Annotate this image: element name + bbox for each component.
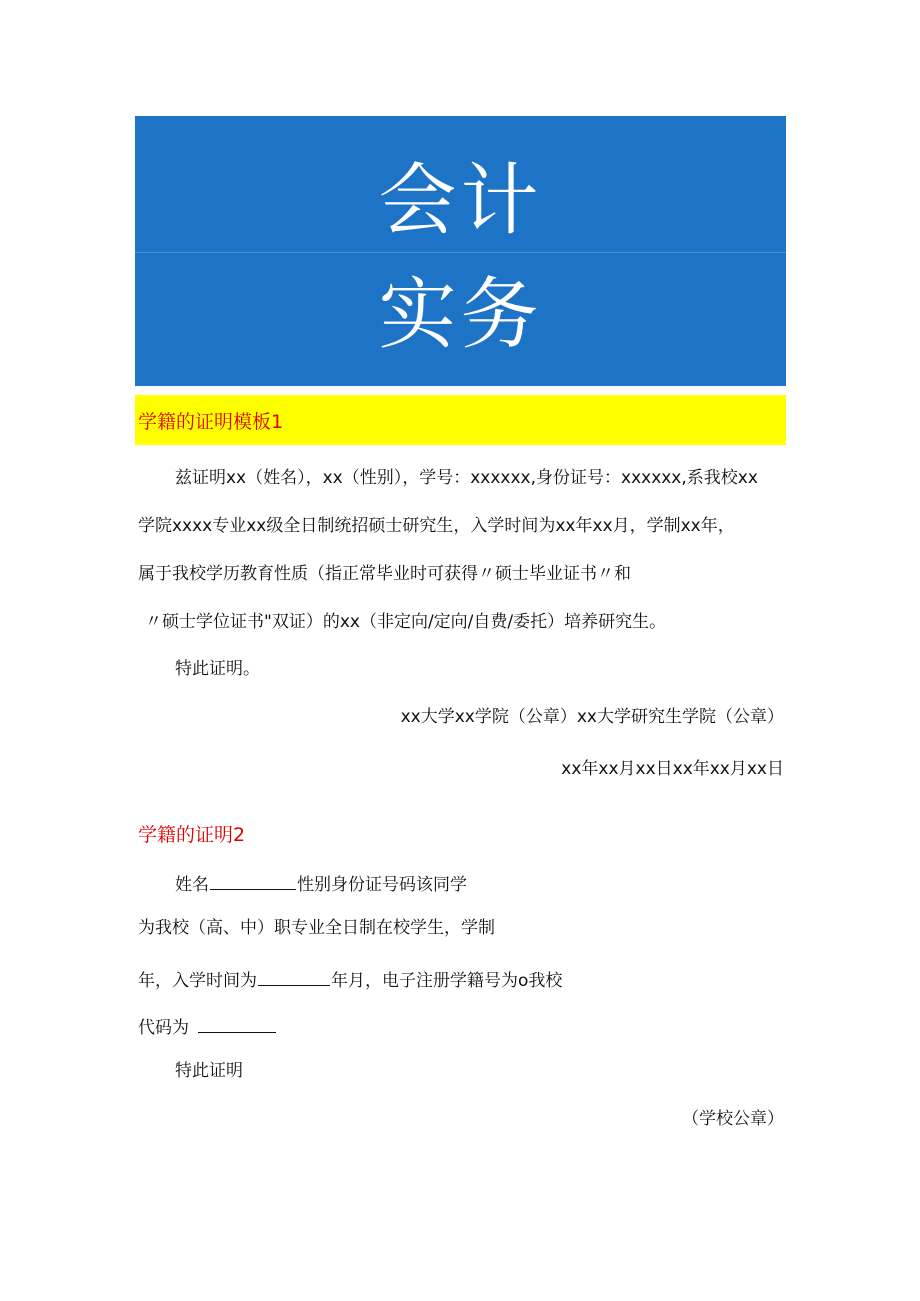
banner-title-line-1: 会计 [378, 156, 543, 246]
banner-divider [135, 252, 786, 253]
name-label: 姓名 [175, 875, 209, 895]
section-1-paragraph-line-4: 〃硕士学位证书"双证）的xx（非定向/定向/自费/委托）培养研究生。 [145, 612, 667, 632]
section-2-line-1 [175, 872, 467, 894]
gender-id-label: 性别身份证号码该同学 [297, 875, 467, 895]
name-blank [210, 872, 296, 890]
section-1-closing: 特此证明。 [175, 659, 260, 679]
section-1-date: xx年xx月xx日xx年xx月xx日 [561, 759, 784, 779]
banner-title-line-2: 实务 [378, 270, 543, 360]
section-1-paragraph-line-1: 兹证明xx（姓名），xx（性别），学号：xxxxxx,身份证号：xxxxxx,系我校xx [175, 468, 758, 488]
section-2-title: 学籍的证明2 [138, 824, 246, 846]
section-2-line-4 [138, 1015, 277, 1037]
section-1-paragraph-line-2: 学院xxxx专业xx级全日制统招硕士研究生，入学时间为xx年xx月，学制xx年， [138, 516, 735, 536]
section-2-closing: 特此证明 [175, 1061, 243, 1081]
section-2-line-2: 为我校（高、中）职专业全日制在校学生，学制 [138, 918, 495, 938]
code-blank [198, 1015, 276, 1033]
section-2-line-3 [138, 968, 562, 990]
registration-label: 年月，电子注册学籍号为o我校 [331, 971, 563, 991]
section-1-signature: xx大学xx学院（公章）xx大学研究生学院（公章） [400, 707, 784, 727]
section-2-seal: （学校公章） [682, 1109, 784, 1129]
enroll-label: 年，入学时间为 [138, 971, 257, 991]
section-1-title: 学籍的证明模板1 [138, 411, 284, 433]
enroll-blank [258, 968, 330, 986]
section-1-paragraph-line-3: 属于我校学历教育性质（指正常毕业时可获得〃硕士毕业证书〃和 [138, 564, 631, 584]
code-label: 代码为 [138, 1018, 189, 1038]
title-banner [135, 116, 786, 386]
